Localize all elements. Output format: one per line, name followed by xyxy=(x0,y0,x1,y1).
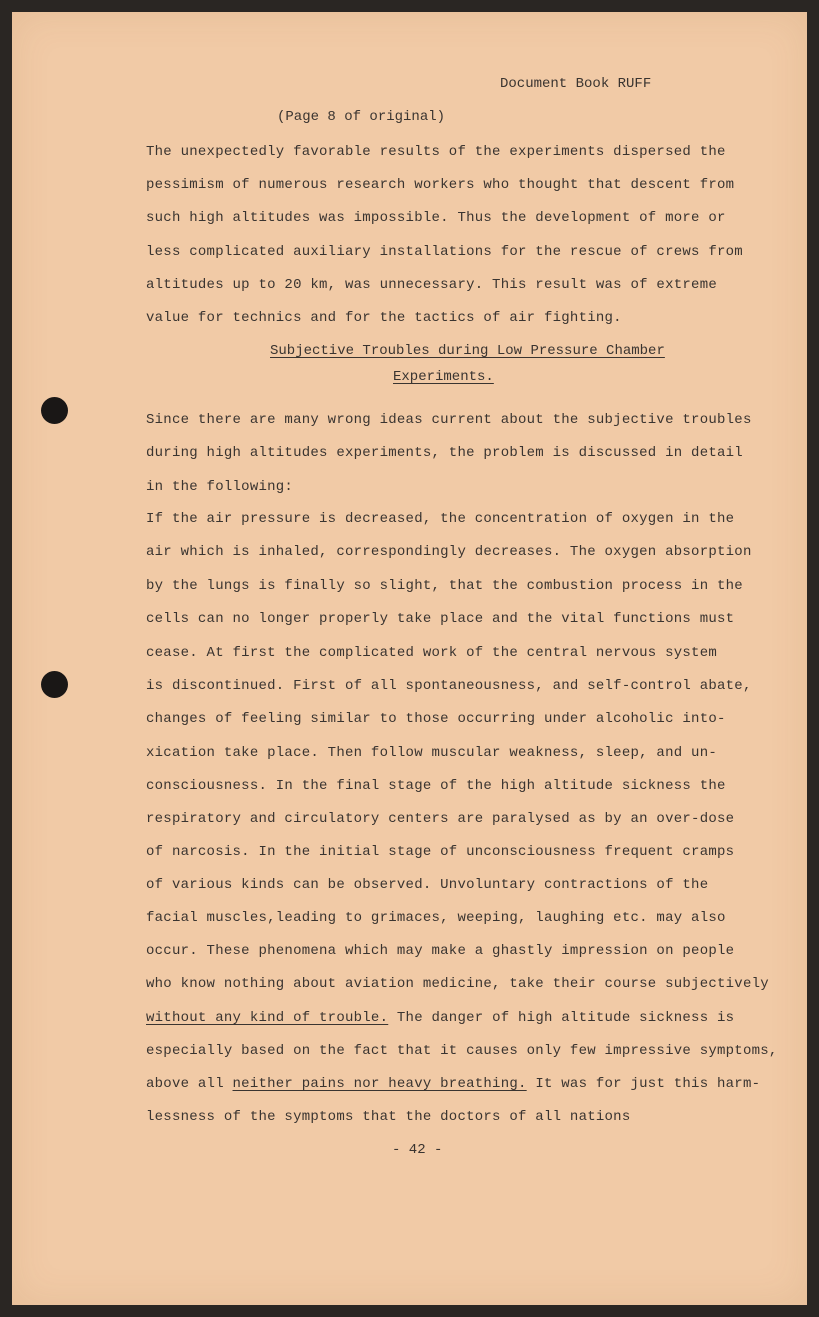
punch-hole-top xyxy=(41,397,68,424)
text-line: consciousness. In the final stage of the high altitude sickness the xyxy=(146,778,726,794)
text-line: pessimism of numerous research workers who thought that descent from xyxy=(146,177,735,193)
text-line: air which is inhaled, correspondingly decreases. The oxygen absorption xyxy=(146,544,752,560)
text-line: xication take place. Then follow muscular weakness, sleep, and un- xyxy=(146,745,717,761)
text-line: especially based on the fact that it causes only few impressive symptoms, xyxy=(146,1043,778,1059)
text-line: by the lungs is finally so slight, that the combustion process in the xyxy=(146,578,743,594)
text-span: It was for just this harm- xyxy=(526,1076,761,1092)
text-line: such high altitudes was impossible. Thus the development of more or xyxy=(146,210,726,226)
punch-hole-bottom xyxy=(41,671,68,698)
text-line: Since there are many wrong ideas current about the subjective troubles xyxy=(146,412,752,428)
text-line: altitudes up to 20 km, was unnecessary. This result was of extreme xyxy=(146,277,717,293)
text-line: If the air pressure is decreased, the concentration of oxygen in the xyxy=(146,511,735,527)
text-line: who know nothing about aviation medicine, take their course subjectively xyxy=(146,976,769,992)
original-page-note: (Page 8 of original) xyxy=(277,109,446,125)
page-number: - 42 - xyxy=(392,1142,443,1158)
text-span: above all xyxy=(146,1076,233,1092)
text-line: occur. These phenomena which may make a ghastly impression on people xyxy=(146,943,735,959)
text-line: The unexpectedly favorable results of the experiments dispersed the xyxy=(146,144,726,160)
text-line: changes of feeling similar to those occurring under alcoholic into- xyxy=(146,711,726,727)
document-page xyxy=(12,12,807,1305)
text-line-with-emphasis xyxy=(146,1076,760,1092)
document-label: Document Book RUFF xyxy=(500,76,652,92)
text-line: value for technics and for the tactics of air fighting. xyxy=(146,310,622,326)
text-span: The danger of high altitude sickness is xyxy=(388,1010,735,1026)
text-line: lessness of the symptoms that the doctors of all nations xyxy=(146,1109,631,1125)
section-heading-line1: Subjective Troubles during Low Pressure Chamber xyxy=(270,343,665,359)
section-heading-line2: Experiments. xyxy=(393,369,494,385)
underlined-phrase: neither pains nor heavy breathing. xyxy=(232,1076,527,1092)
text-line: cease. At first the complicated work of the central nervous system xyxy=(146,645,717,661)
text-line: during high altitudes experiments, the problem is discussed in detail xyxy=(146,445,743,461)
text-line: of narcosis. In the initial stage of unconsciousness frequent cramps xyxy=(146,844,735,860)
text-line: cells can no longer properly take place and the vital functions must xyxy=(146,611,735,627)
text-line: in the following: xyxy=(146,479,294,495)
text-line-with-emphasis xyxy=(146,1010,734,1026)
text-line: is discontinued. First of all spontaneousness, and self-control abate, xyxy=(146,678,752,694)
text-line: less complicated auxiliary installations for the rescue of crews from xyxy=(146,244,743,260)
text-line: facial muscles,leading to grimaces, weeping, laughing etc. may also xyxy=(146,910,726,926)
text-line: of various kinds can be observed. Unvoluntary contractions of the xyxy=(146,877,709,893)
text-line: respiratory and circulatory centers are paralysed as by an over-dose xyxy=(146,811,735,827)
underlined-phrase: without any kind of trouble. xyxy=(146,1010,389,1026)
